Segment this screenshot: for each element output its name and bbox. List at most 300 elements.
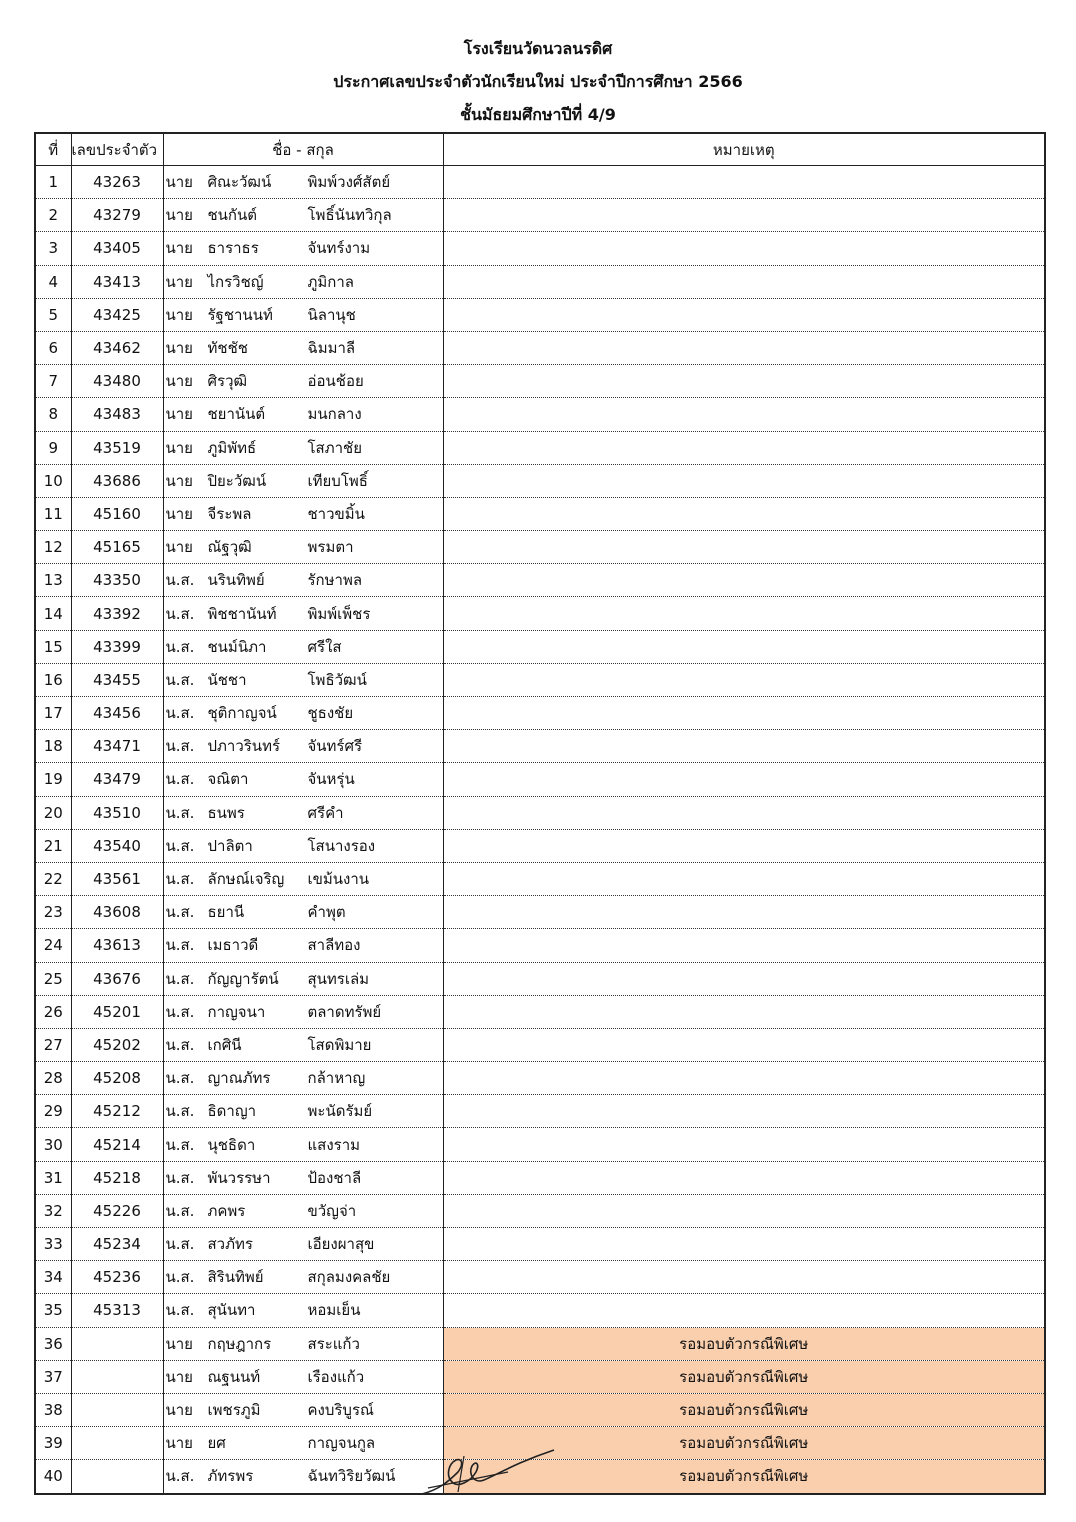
name-prefix: นาย — [165, 305, 193, 324]
last-name: ศรีคำ — [307, 803, 344, 822]
last-name: อ่อนช้อย — [307, 372, 364, 391]
remark — [443, 730, 1045, 763]
student-name — [163, 531, 443, 564]
student-id: 43425 — [71, 298, 163, 331]
remark — [443, 630, 1045, 663]
table-row — [35, 929, 1045, 962]
remark — [443, 929, 1045, 962]
table-row — [35, 431, 1045, 464]
last-name: นิลานุช — [307, 305, 356, 324]
student-name — [163, 763, 443, 796]
row-number: 14 — [35, 597, 71, 630]
name-prefix: น.ส. — [165, 737, 195, 756]
last-name: เอียงผาสุข — [307, 1235, 375, 1254]
name-prefix: น.ส. — [165, 836, 195, 855]
student-name — [163, 431, 443, 464]
last-name: สาลีทอง — [307, 936, 361, 955]
first-name: นัชชา — [207, 670, 247, 689]
student-id: 43462 — [71, 331, 163, 364]
last-name: สระแก้ว — [307, 1334, 360, 1353]
remark — [443, 796, 1045, 829]
student-name — [163, 1161, 443, 1194]
table-row — [35, 564, 1045, 597]
name-prefix: น.ส. — [165, 770, 195, 789]
student-name — [163, 663, 443, 696]
student-name — [163, 862, 443, 895]
student-name — [163, 896, 443, 929]
first-name: สวภัทร — [207, 1235, 253, 1254]
row-number: 40 — [35, 1460, 71, 1494]
student-name — [163, 199, 443, 232]
name-prefix: น.ส. — [165, 1235, 195, 1254]
student-name — [163, 1294, 443, 1327]
first-name: ภคพร — [207, 1201, 246, 1220]
student-id: 43519 — [71, 431, 163, 464]
name-prefix: นาย — [165, 173, 193, 192]
remark — [443, 1095, 1045, 1128]
remark — [443, 1228, 1045, 1261]
first-name: ณฐนนท์ — [207, 1367, 261, 1386]
table-row — [35, 697, 1045, 730]
name-prefix: น.ส. — [165, 604, 195, 623]
student-id — [71, 1393, 163, 1426]
row-number: 8 — [35, 398, 71, 431]
first-name: จีระพล — [207, 504, 252, 523]
table-row — [35, 1327, 1045, 1360]
row-number: 11 — [35, 497, 71, 530]
student-name — [163, 1360, 443, 1393]
table-row — [35, 1194, 1045, 1227]
row-number: 37 — [35, 1360, 71, 1393]
student-id: 43561 — [71, 862, 163, 895]
first-name: จณิตา — [207, 770, 249, 789]
last-name: ตลาดทรัพย์ — [307, 1002, 382, 1021]
table-row — [35, 199, 1045, 232]
remark — [443, 166, 1045, 199]
student-id: 45218 — [71, 1161, 163, 1194]
student-name — [163, 166, 443, 199]
student-id: 43613 — [71, 929, 163, 962]
remark — [443, 531, 1045, 564]
row-number: 26 — [35, 995, 71, 1028]
row-number: 3 — [35, 232, 71, 265]
last-name: คงบริบูรณ์ — [307, 1401, 374, 1420]
last-name: พะนัดรัมย์ — [307, 1102, 373, 1121]
first-name: นุชธิดา — [207, 1135, 256, 1154]
last-name: โสดพิมาย — [307, 1035, 372, 1054]
student-id — [71, 1360, 163, 1393]
first-name: ปภาวรินทร์ — [207, 737, 281, 756]
table-row — [35, 1128, 1045, 1161]
last-name: เขม้นงาน — [307, 870, 370, 889]
last-name: จันทร์ศรี — [307, 737, 363, 756]
remark — [443, 962, 1045, 995]
remark: รอมอบตัวกรณีพิเศษ — [443, 1360, 1045, 1393]
row-number: 12 — [35, 531, 71, 564]
remark — [443, 697, 1045, 730]
student-roster-table — [34, 132, 1046, 1495]
row-number: 2 — [35, 199, 71, 232]
remark — [443, 597, 1045, 630]
remark — [443, 331, 1045, 364]
row-number: 23 — [35, 896, 71, 929]
student-name — [163, 1261, 443, 1294]
table-row — [35, 1161, 1045, 1194]
document-header — [0, 32, 1076, 131]
student-id: 43540 — [71, 829, 163, 862]
first-name: ทัชชัช — [207, 339, 248, 358]
name-prefix: น.ส. — [165, 936, 195, 955]
name-prefix: นาย — [165, 504, 193, 523]
table-row — [35, 1062, 1045, 1095]
student-name — [163, 265, 443, 298]
student-id: 43405 — [71, 232, 163, 265]
last-name: โสภาชัย — [307, 438, 362, 457]
header-note: หมายเหตุ — [443, 133, 1045, 166]
last-name: ศรีใส — [307, 637, 342, 656]
school-name: โรงเรียนวัดนวลนรดิศ — [463, 39, 613, 58]
last-name: ฉิมมาลี — [307, 339, 356, 358]
first-name: ภัทรพร — [207, 1467, 254, 1486]
table-row — [35, 365, 1045, 398]
student-id — [71, 1427, 163, 1460]
student-id — [71, 1460, 163, 1494]
student-name — [163, 464, 443, 497]
row-number: 30 — [35, 1128, 71, 1161]
first-name: ศิรวุฒิ — [207, 372, 248, 391]
row-number: 38 — [35, 1393, 71, 1426]
student-name — [163, 730, 443, 763]
first-name: ธาราธร — [207, 239, 259, 258]
first-name: เมธาวดี — [207, 936, 259, 955]
remark — [443, 663, 1045, 696]
table-row — [35, 995, 1045, 1028]
student-id: 45214 — [71, 1128, 163, 1161]
first-name: ชยานันต์ — [207, 405, 266, 424]
remark — [443, 265, 1045, 298]
remark — [443, 995, 1045, 1028]
table-row — [35, 497, 1045, 530]
row-number: 32 — [35, 1194, 71, 1227]
student-name — [163, 1128, 443, 1161]
student-id: 45202 — [71, 1028, 163, 1061]
name-prefix: นาย — [165, 1401, 193, 1420]
row-number: 33 — [35, 1228, 71, 1261]
student-name — [163, 1228, 443, 1261]
student-id: 45226 — [71, 1194, 163, 1227]
student-name — [163, 398, 443, 431]
table-row — [35, 763, 1045, 796]
remark — [443, 1161, 1045, 1194]
last-name: กล้าหาญ — [307, 1069, 366, 1088]
first-name: ชนกันต์ — [207, 206, 258, 225]
student-id: 43480 — [71, 365, 163, 398]
name-prefix: น.ส. — [165, 870, 195, 889]
table-row — [35, 829, 1045, 862]
last-name: พิมพ์เพ็ชร — [307, 604, 371, 623]
first-name: ชุติกาญจน์ — [207, 704, 277, 723]
table-row — [35, 962, 1045, 995]
student-id: 45212 — [71, 1095, 163, 1128]
remark — [443, 1261, 1045, 1294]
remark — [443, 1062, 1045, 1095]
remark: รอมอบตัวกรณีพิเศษ — [443, 1427, 1045, 1460]
table-row — [35, 398, 1045, 431]
first-name: รัฐชานนท์ — [207, 305, 273, 324]
student-id: 43686 — [71, 464, 163, 497]
name-prefix: น.ส. — [165, 1301, 195, 1320]
row-number: 35 — [35, 1294, 71, 1327]
announcement-title: ประกาศเลขประจำตัวนักเรียนใหม่ ประจำปีการศึกษา 2566 — [333, 72, 743, 91]
student-name — [163, 564, 443, 597]
first-name: กฤษฎากร — [207, 1334, 272, 1353]
row-number: 21 — [35, 829, 71, 862]
row-number: 16 — [35, 663, 71, 696]
last-name: เรืองแก้ว — [307, 1367, 365, 1386]
remark — [443, 763, 1045, 796]
name-prefix: น.ส. — [165, 670, 195, 689]
student-name — [163, 1460, 443, 1494]
table-row — [35, 298, 1045, 331]
table-row — [35, 1261, 1045, 1294]
remark — [443, 298, 1045, 331]
first-name: ธนพร — [207, 803, 245, 822]
header-no: ที่ — [35, 133, 71, 166]
name-prefix: นาย — [165, 272, 193, 291]
table-header-row — [35, 133, 1045, 166]
last-name: สุนทรเล่ม — [307, 969, 370, 988]
row-number: 5 — [35, 298, 71, 331]
row-number: 39 — [35, 1427, 71, 1460]
row-number: 7 — [35, 365, 71, 398]
remark — [443, 829, 1045, 862]
name-prefix: น.ส. — [165, 704, 195, 723]
first-name: ธิดาญา — [207, 1102, 257, 1121]
last-name: หอมเย็น — [307, 1301, 361, 1320]
student-id: 45313 — [71, 1294, 163, 1327]
name-prefix: น.ส. — [165, 803, 195, 822]
table-row — [35, 630, 1045, 663]
class-level: ชั้นมัธยมศึกษาปีที่ 4/9 — [460, 105, 616, 124]
first-name: สุนันทา — [207, 1301, 256, 1320]
first-name: ปิยะวัฒน์ — [207, 471, 267, 490]
table-row — [35, 1393, 1045, 1426]
remark — [443, 896, 1045, 929]
name-prefix: นาย — [165, 1334, 193, 1353]
table-row — [35, 862, 1045, 895]
last-name: สกุลมงคลชัย — [307, 1268, 391, 1287]
first-name: ศิณะวัฒน์ — [207, 173, 272, 192]
first-name: กาญจนา — [207, 1002, 266, 1021]
table-row — [35, 265, 1045, 298]
student-name — [163, 298, 443, 331]
last-name: พรมตา — [307, 538, 354, 557]
student-name — [163, 1028, 443, 1061]
header-name: ชื่อ - สกุล — [163, 133, 443, 166]
first-name: ภูมิพัทธ์ — [207, 438, 257, 457]
first-name: พันวรรษา — [207, 1168, 271, 1187]
table-row — [35, 1228, 1045, 1261]
name-prefix: น.ส. — [165, 1168, 195, 1187]
student-id: 43471 — [71, 730, 163, 763]
name-prefix: น.ส. — [165, 1102, 195, 1121]
name-prefix: นาย — [165, 405, 193, 424]
student-id: 43676 — [71, 962, 163, 995]
remark — [443, 1028, 1045, 1061]
last-name: ชูธงชัย — [307, 704, 354, 723]
table-row — [35, 1028, 1045, 1061]
last-name: คำพุต — [307, 903, 346, 922]
remark — [443, 1294, 1045, 1327]
table-row — [35, 166, 1045, 199]
first-name: เกศินี — [207, 1035, 242, 1054]
student-name — [163, 929, 443, 962]
table-row — [35, 597, 1045, 630]
row-number: 18 — [35, 730, 71, 763]
student-id: 43479 — [71, 763, 163, 796]
first-name: ธยานี — [207, 903, 245, 922]
first-name: ลักษณ์เจริญ — [207, 870, 285, 889]
remark: รอมอบตัวกรณีพิเศษ — [443, 1460, 1045, 1494]
student-name — [163, 1194, 443, 1227]
name-prefix: น.ส. — [165, 969, 195, 988]
table-row — [35, 730, 1045, 763]
remark — [443, 431, 1045, 464]
student-name — [163, 1393, 443, 1426]
student-name — [163, 697, 443, 730]
name-prefix: น.ส. — [165, 903, 195, 922]
row-number: 24 — [35, 929, 71, 962]
row-number: 15 — [35, 630, 71, 663]
table-row — [35, 1294, 1045, 1327]
name-prefix: น.ส. — [165, 1035, 195, 1054]
table-row — [35, 896, 1045, 929]
row-number: 25 — [35, 962, 71, 995]
table-row — [35, 1360, 1045, 1393]
remark — [443, 564, 1045, 597]
table-body — [35, 166, 1045, 1494]
student-name — [163, 331, 443, 364]
student-name — [163, 365, 443, 398]
name-prefix: นาย — [165, 538, 193, 557]
remark — [443, 365, 1045, 398]
row-number: 10 — [35, 464, 71, 497]
student-name — [163, 962, 443, 995]
row-number: 13 — [35, 564, 71, 597]
table-row — [35, 796, 1045, 829]
row-number: 1 — [35, 166, 71, 199]
last-name: จันหรุ่น — [307, 770, 355, 789]
row-number: 29 — [35, 1095, 71, 1128]
student-id: 43483 — [71, 398, 163, 431]
name-prefix: น.ส. — [165, 1135, 195, 1154]
remark — [443, 497, 1045, 530]
row-number: 34 — [35, 1261, 71, 1294]
last-name: เทียบโพธิ์ — [307, 471, 368, 490]
last-name: ขวัญจ่า — [307, 1201, 357, 1220]
name-prefix: นาย — [165, 206, 193, 225]
table-row — [35, 232, 1045, 265]
last-name: ชาวขมิ้น — [307, 504, 365, 523]
remark: รอมอบตัวกรณีพิเศษ — [443, 1393, 1045, 1426]
student-name — [163, 796, 443, 829]
remark — [443, 398, 1045, 431]
row-number: 6 — [35, 331, 71, 364]
remark — [443, 1128, 1045, 1161]
name-prefix: นาย — [165, 1434, 193, 1453]
row-number: 17 — [35, 697, 71, 730]
name-prefix: นาย — [165, 339, 193, 358]
last-name: แสงราม — [307, 1135, 361, 1154]
name-prefix: นาย — [165, 438, 193, 457]
first-name: ณัฐวุฒิ — [207, 538, 252, 557]
first-name: ญาณภัทร — [207, 1069, 271, 1088]
name-prefix: นาย — [165, 1367, 193, 1386]
student-id: 45160 — [71, 497, 163, 530]
student-name — [163, 1062, 443, 1095]
remark — [443, 1194, 1045, 1227]
remark: รอมอบตัวกรณีพิเศษ — [443, 1327, 1045, 1360]
student-id: 43456 — [71, 697, 163, 730]
student-id: 43392 — [71, 597, 163, 630]
first-name: กัญญารัตน์ — [207, 969, 279, 988]
student-name — [163, 232, 443, 265]
row-number: 31 — [35, 1161, 71, 1194]
last-name: กาญจนกูล — [307, 1434, 376, 1453]
last-name: ป้องชาลี — [307, 1168, 362, 1187]
student-id: 45236 — [71, 1261, 163, 1294]
first-name: ชนม์นิภา — [207, 637, 267, 656]
name-prefix: นาย — [165, 239, 193, 258]
row-number: 27 — [35, 1028, 71, 1061]
first-name: พิชชานันท์ — [207, 604, 277, 623]
name-prefix: น.ส. — [165, 1002, 195, 1021]
first-name: ไกรวิชญ์ — [207, 272, 264, 291]
table-row — [35, 464, 1045, 497]
student-name — [163, 995, 443, 1028]
name-prefix: น.ส. — [165, 1201, 195, 1220]
student-id: 43263 — [71, 166, 163, 199]
last-name: โพธิ์นันทวิกุล — [307, 206, 392, 225]
student-name — [163, 1427, 443, 1460]
name-prefix: น.ส. — [165, 1268, 195, 1287]
student-id: 43350 — [71, 564, 163, 597]
last-name: โพธิวัฒน์ — [307, 670, 367, 689]
first-name: ปาลิตา — [207, 836, 253, 855]
student-id: 45201 — [71, 995, 163, 1028]
row-number: 19 — [35, 763, 71, 796]
remark — [443, 862, 1045, 895]
student-id: 43413 — [71, 265, 163, 298]
row-number: 20 — [35, 796, 71, 829]
student-id: 43399 — [71, 630, 163, 663]
student-id: 43608 — [71, 896, 163, 929]
first-name: สิรินทิพย์ — [207, 1268, 264, 1287]
first-name: เพชรภูมิ — [207, 1401, 261, 1420]
header-student-id: เลขประจำตัว — [71, 133, 163, 166]
student-id: 43455 — [71, 663, 163, 696]
name-prefix: น.ส. — [165, 1069, 195, 1088]
row-number: 36 — [35, 1327, 71, 1360]
name-prefix: น.ส. — [165, 637, 195, 656]
table-row — [35, 331, 1045, 364]
student-name — [163, 829, 443, 862]
row-number: 22 — [35, 862, 71, 895]
signature-icon — [418, 1442, 558, 1502]
remark — [443, 232, 1045, 265]
table-row — [35, 1095, 1045, 1128]
last-name: พิมพ์วงศ์สัตย์ — [307, 173, 391, 192]
